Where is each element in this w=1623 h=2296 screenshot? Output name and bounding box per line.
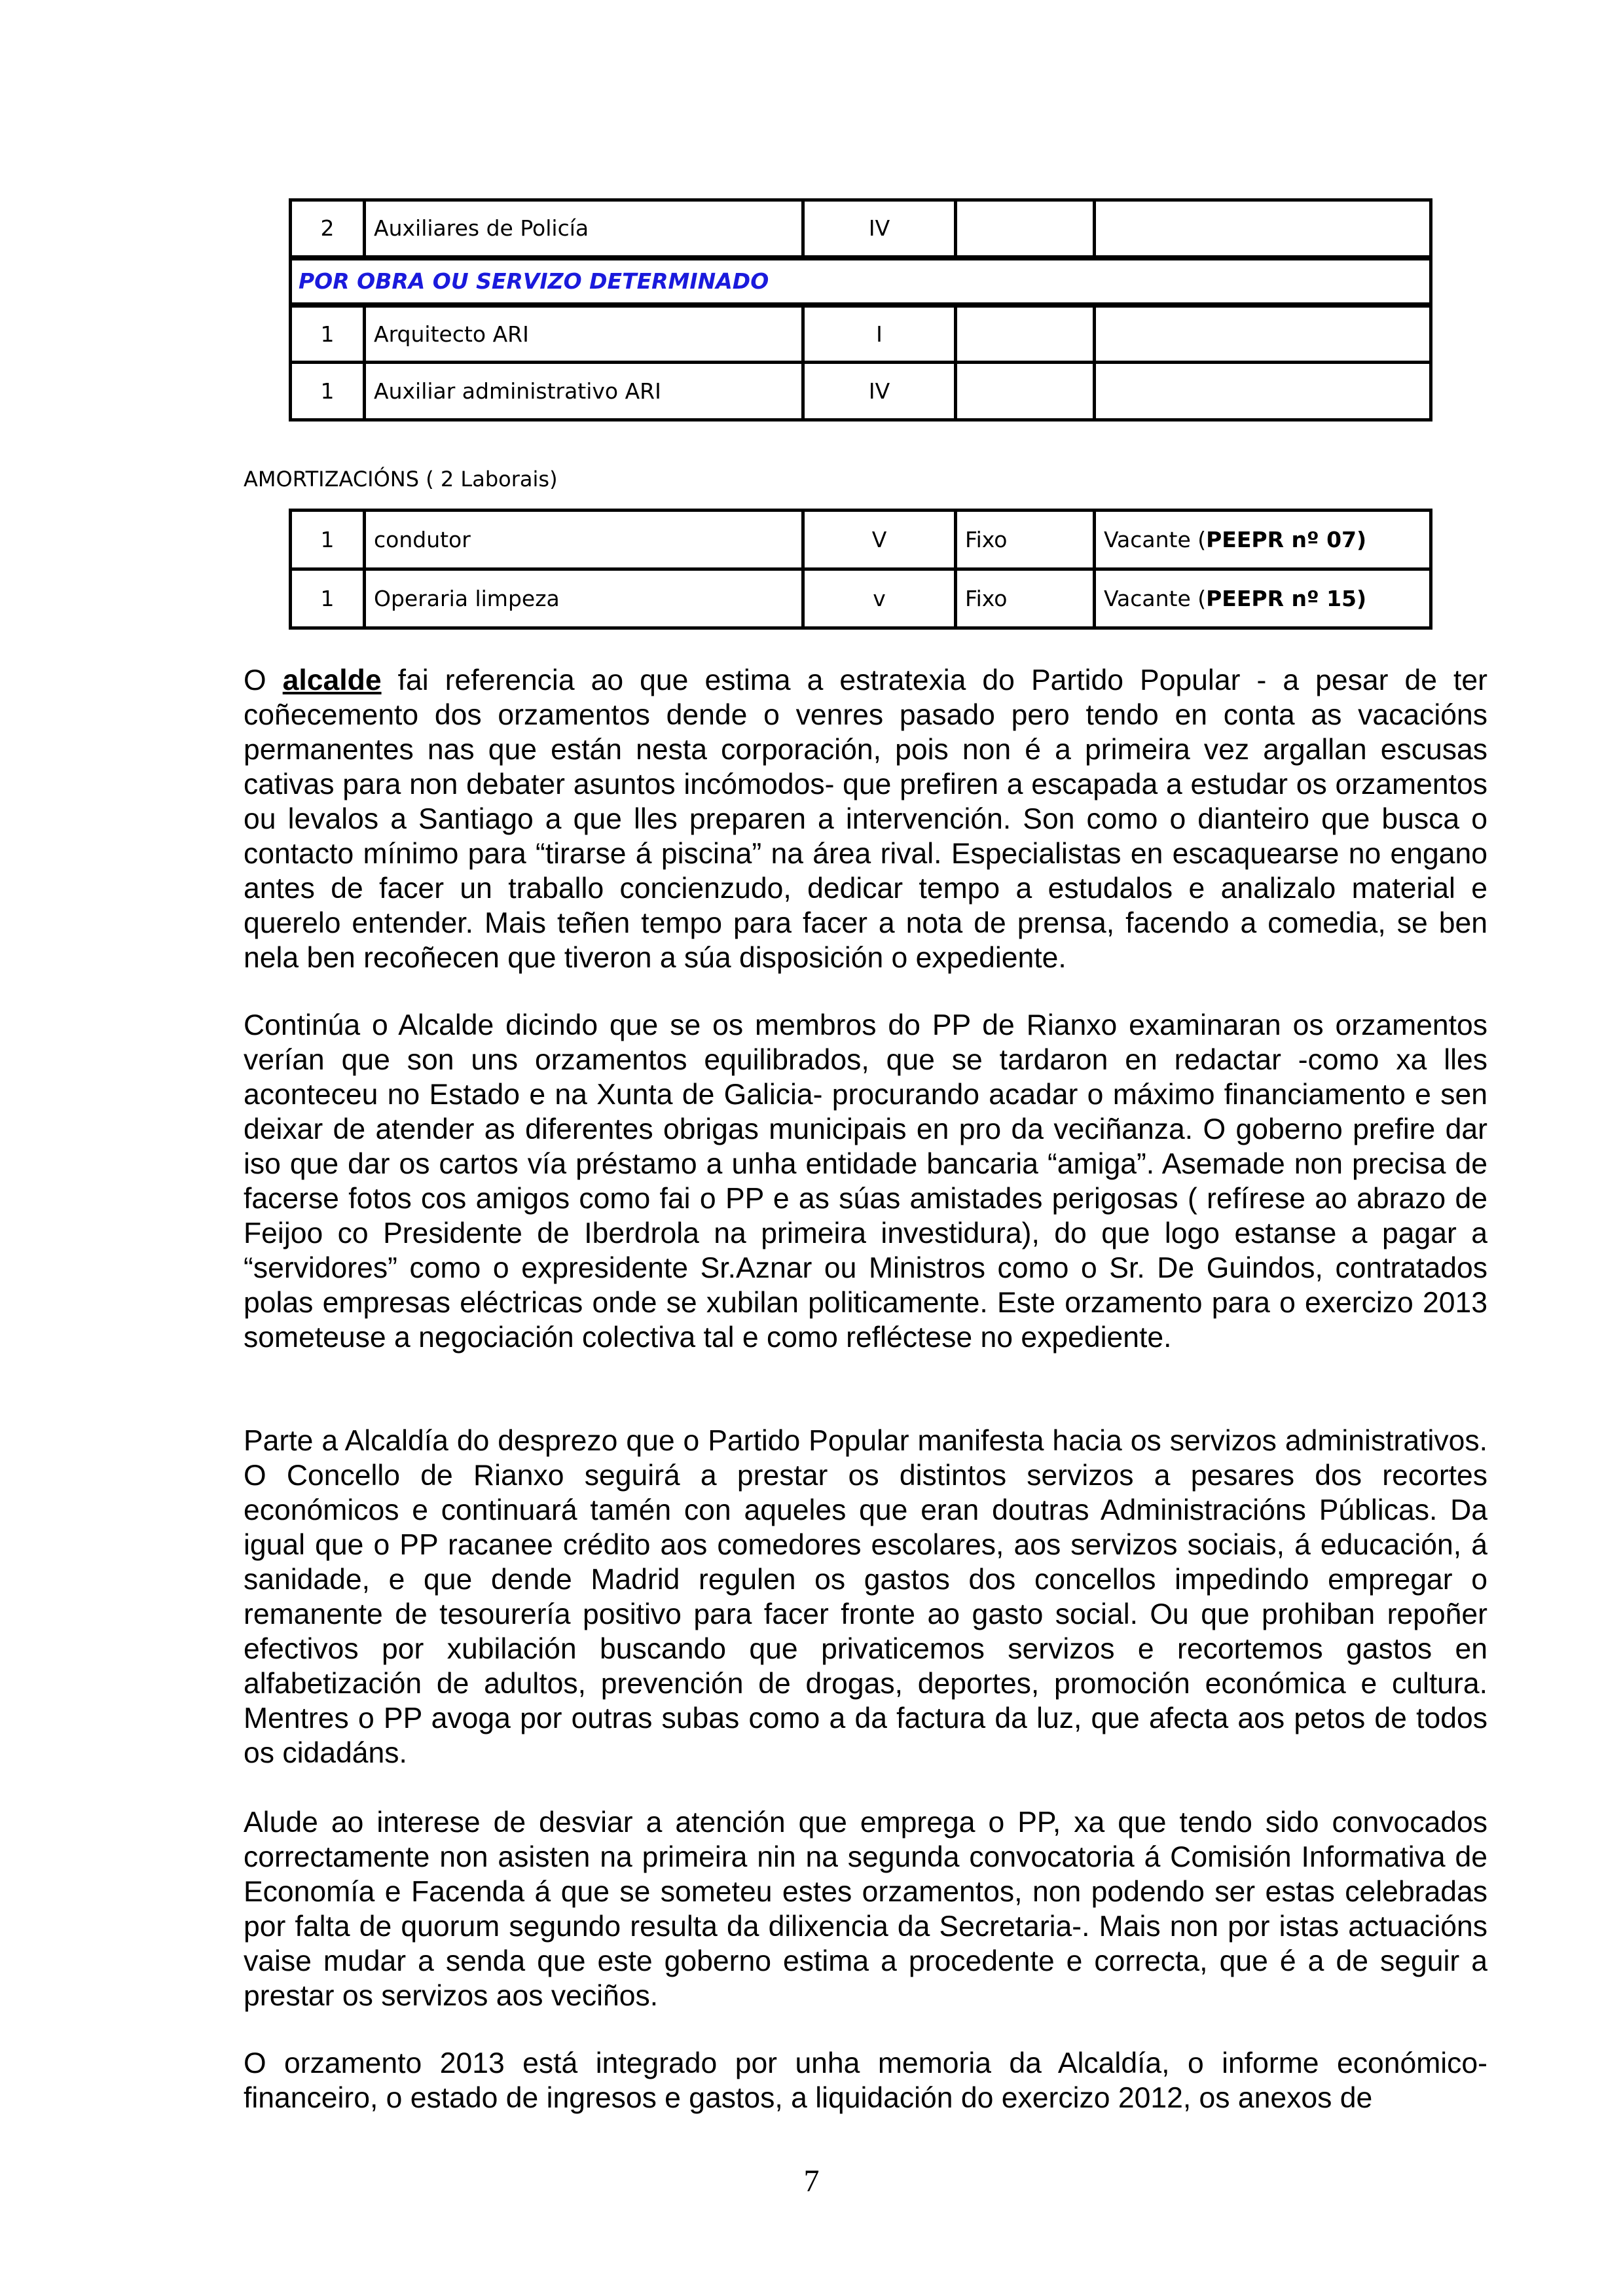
table-row (291, 569, 1431, 628)
section-heading: POR OBRA OU SERVIZO DETERMINADO (291, 258, 1431, 305)
paragraph-2: Continúa o Alcalde dicindo que se os membros do PP de Rianxo examinaran os orzamentos verían que son uns orzamentos equilibrados, que se tardaron en redactar -como xa lles aconteceu no Estado e na Xunta de Galicia- procurando acadar o máximo financiamento e sen deixar de atender as diferentes obrigas municipais en pro da veciñanza. O goberno prefire dar iso que dar os cartos vía préstamo a unha entidade bancaria “amiga”. Asemade non precisa de facerse fotos cos amigos como fai o PP e as súas amistades perigosas ( refírese ao abrazo de Feijoo co Presidente de Iberdrola na primeira investidura), do que logo estanse a pagar a “servidores” como o expresidente Sr.Aznar ou Ministros como o Sr. De Guindos, contratados polas empresas eléctricas onde se xubilan politicamente. Este orzamento para o exercizo 2013 someteuse a negociación colectiva tal e como refléctese no expediente. (244, 1009, 1487, 1354)
cell-group: v (803, 569, 956, 628)
cell-num: 1 (291, 569, 365, 628)
cell-status (1095, 305, 1431, 363)
paragraph-4: Alude ao interese de desviar a atención que emprega o PP, xa que tendo sido convocados correctamente non asisten na primeira nin na segunda convocatoria á Comisión Informativa de Economía e Facenda á que se someteu estes orzamentos, non podendo ser estas celebradas por falta de quorum segundo resulta da dilixencia da Secretaria-. Mais non por istas actuacións vaise mudar a senda que este goberno estima a procedente e correcta, que é a de seguir a prestar os servizos aos veciños. (244, 1806, 1487, 2012)
cell-type (956, 200, 1095, 258)
cell-group: IV (803, 200, 956, 258)
status-code: PEEPR nº 15) (1206, 586, 1367, 611)
table-row (291, 363, 1431, 420)
cell-status (1095, 200, 1431, 258)
paragraph-3: Parte a Alcaldía do desprezo que o Partido Popular manifesta hacia os servizos administrativos. O Concello de Rianxo seguirá a prestar os distintos servizos a pesares dos recortes económicos e continuará tamén con aqueles que eran doutras Administracións Públicas. Da igual que o PP racanee crédito aos comedores escolares, aos servizos sociais, á educación, á sanidade, e que dende Madrid regulen os gastos dos concellos impedindo empregar o remanente de tesourería positivo para facer fronte ao gasto social. Ou que prohiban repoñer efectivos por xubilación buscando que privaticemos servizos e recortemos gastos en alfabetización de adultos, prevención de drogas, deportes, promoción económica e cultura. Mentres o PP avoga por outras subas como a da factura da luz, que afecta aos petos de todos os cidadáns. (244, 1425, 1487, 1769)
cell-status (1095, 511, 1431, 569)
cell-status (1095, 363, 1431, 420)
cell-group: V (803, 511, 956, 569)
cell-name: condutor (365, 511, 803, 569)
staff-table-top (289, 198, 1432, 422)
cell-name: Auxiliares de Policía (365, 200, 803, 258)
cell-status (1095, 569, 1431, 628)
paragraph-1-rest: fai referencia ao que estima a estratexia do Partido Popular - a pesar de ter coñecemento dos orzamentos dende o venres pasado pero tendo en conta as vacacións permanentes nas que están nesta corporación, pois non é a primeira vez argallan escusas cativas para non debater asuntos incómodos- que prefiren a escapada a estudar os orzamentos ou levalos a Santiago a que lles preparen a intervención. Son como o dianteiro que busca o contacto mínimo para “tirarse á piscina” na área rival. Especialistas en escaquearse no engano antes de facer un traballo concienzudo, dedicar tempo a estudalos e analizalo material e querelo entender. Mais teñen tempo para facer a nota de prensa, facendo a comedia, se ben nela ben recoñecen que tiveron a súa disposición o expediente. (244, 664, 1487, 974)
cell-group: I (803, 305, 956, 363)
paragraph-1-start: O (244, 664, 283, 696)
paragraph-1 (244, 663, 1487, 975)
status-code: PEEPR nº 07) (1206, 527, 1367, 552)
cell-name: Operaria limpeza (365, 569, 803, 628)
cell-name: Arquitecto ARI (365, 305, 803, 363)
cell-type (956, 305, 1095, 363)
cell-type: Fixo (956, 569, 1095, 628)
cell-num: 1 (291, 363, 365, 420)
cell-num: 2 (291, 200, 365, 258)
cell-type: Fixo (956, 511, 1095, 569)
amortizacions-title: AMORTIZACIÓNS ( 2 Laborais) (244, 467, 558, 492)
page-number: 7 (803, 2164, 820, 2198)
cell-type (956, 363, 1095, 420)
status-prefix: Vacante ( (1104, 586, 1207, 611)
alcalde-emphasis: alcalde (282, 664, 382, 696)
cell-group: IV (803, 363, 956, 420)
table-row (291, 511, 1431, 569)
status-prefix: Vacante ( (1104, 527, 1207, 552)
cell-name: Auxiliar administrativo ARI (365, 363, 803, 420)
table-row (291, 200, 1431, 258)
paragraph-5: O orzamento 2013 está integrado por unha memoria da Alcaldía, o informe económico-financeiro, o estado de ingresos e gastos, a liquidación do exercizo 2012, os anexos de (244, 2047, 1487, 2114)
cell-num: 1 (291, 511, 365, 569)
amortizacions-table (289, 509, 1432, 630)
table-row (291, 305, 1431, 363)
cell-num: 1 (291, 305, 365, 363)
table-heading-row (291, 258, 1431, 305)
